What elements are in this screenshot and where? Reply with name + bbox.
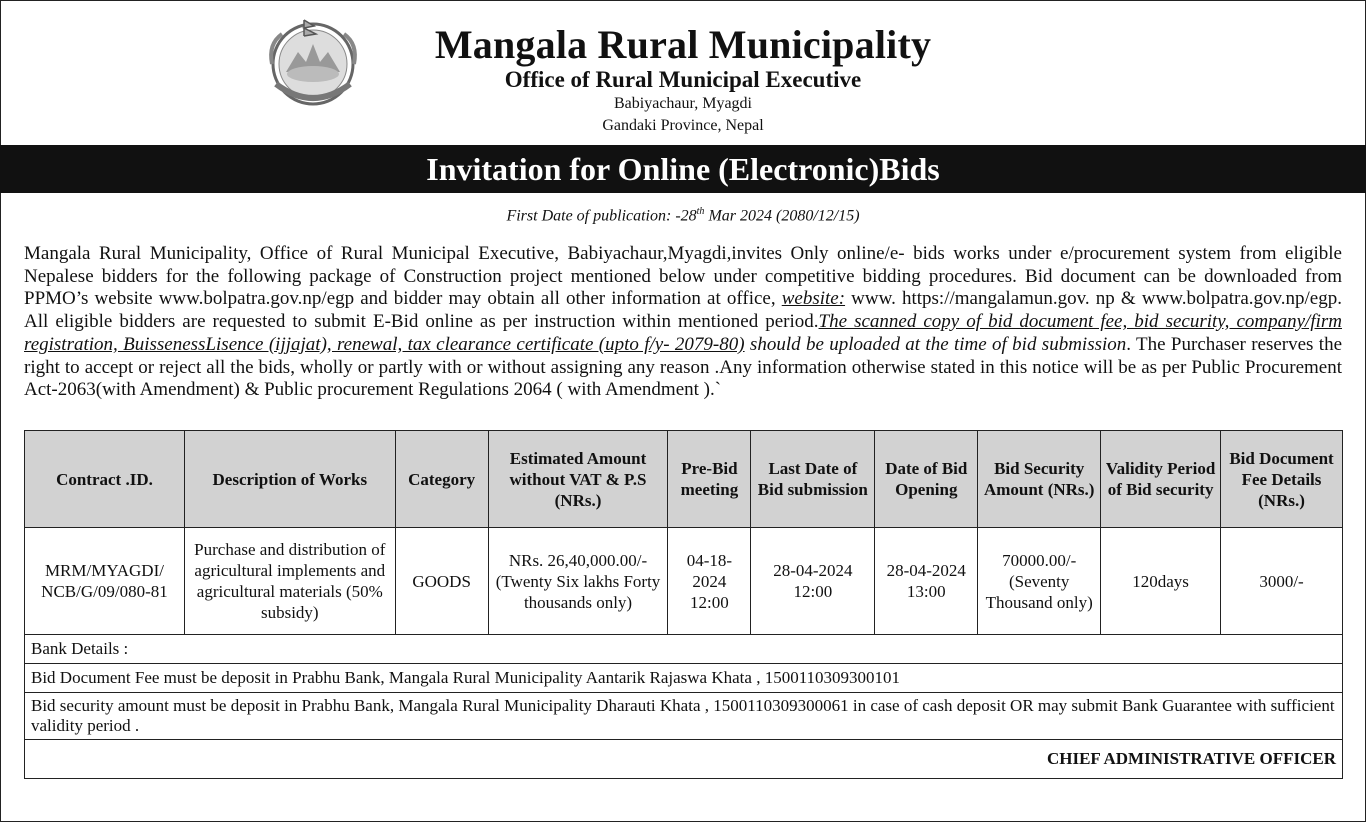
cell-opening-date: 28-04-2024 13:00 — [875, 528, 978, 635]
header-doc-fee: Bid Document Fee Details (NRs.) — [1221, 431, 1343, 528]
header — [0, 22, 1366, 137]
cell-pre-bid: 04-18-2024 12:00 — [668, 528, 751, 635]
header-contract-id: Contract .ID. — [25, 431, 185, 528]
body-part-1: Mangala Rural Municipality, Office of Rural Municipal Executive, Babiyachaur,Myagdi,invites Only online/e- bids works under e/procurement system from eligible Nepalese bidders for the following package of Construction project mentioned below under competitive bidding procedures. Bid document can be downloaded from PPMO’s website www.bolpatra.gov.np/egp and bidder may obtain all other information at office, — [24, 243, 1342, 310]
header-description: Description of Works — [184, 431, 395, 528]
cell-description: Purchase and distribution of agricultural implements and agricultural materials (50% subsidy) — [184, 528, 395, 635]
address-line-1: Babiyachaur, Myagdi — [614, 95, 752, 112]
bank-details-label: Bank Details : — [25, 635, 1343, 664]
cell-contract-id: MRM/MYAGDI/ NCB/G/09/080-81 — [25, 528, 185, 635]
header-last-date: Last Date of Bid submission — [751, 431, 875, 528]
header-opening-date: Date of Bid Opening — [875, 431, 978, 528]
bank-fee-info: Bid Document Fee must be deposit in Prabhu Bank, Mangala Rural Municipality Aantarik Rajaswa Khata , 1500110309300101 — [25, 664, 1343, 693]
office-subtitle: Office of Rural Municipal Executive — [504, 67, 862, 92]
signature-row — [25, 740, 1343, 779]
signature-title: CHIEF ADMINISTRATIVE OFFICER — [25, 740, 1343, 779]
upload-note: should be uploaded at the time of bid submission — [744, 333, 1127, 355]
address-line-2: Gandaki Province, Nepal — [602, 117, 764, 134]
cell-bid-security: 70000.00/- (Seventy Thousand only) — [978, 528, 1101, 635]
notice-body — [24, 243, 1342, 402]
cell-validity: 120days — [1101, 528, 1221, 635]
bank-fee-row — [25, 664, 1343, 693]
bid-table — [24, 430, 1343, 779]
website-label: website: — [781, 288, 846, 310]
cell-estimated-amount: NRs. 26,40,000.00/- (Twenty Six lakhs Forty thousands only) — [488, 528, 668, 635]
cell-last-date: 28-04-2024 12:00 — [751, 528, 875, 635]
required-documents-note: The scanned copy of bid document fee, bid security, company/firm registration, BuissenessLisence (ijjajat), renewal, tax clearance certificate (upto f/y- 2079-80) — [24, 311, 1342, 355]
header-pre-bid: Pre-Bid meeting — [668, 431, 751, 528]
header-category: Category — [395, 431, 488, 528]
publication-date: First Date of publication: -28th Mar 2024 (2080/12/15) — [506, 206, 860, 225]
bank-security-row — [25, 693, 1343, 740]
table-header-row — [25, 431, 1343, 528]
municipality-title: Mangala Rural Municipality — [434, 22, 932, 67]
header-bid-security: Bid Security Amount (NRs.) — [978, 431, 1101, 528]
table-row — [25, 528, 1343, 635]
cell-doc-fee: 3000/- — [1221, 528, 1343, 635]
header-estimated-amount: Estimated Amount without VAT & P.S (NRs.) — [488, 431, 668, 528]
header-validity: Validity Period of Bid security — [1101, 431, 1221, 528]
bank-details-row — [25, 635, 1343, 664]
body-part-2: www. https://mangalamun.gov. np & www.bolpatra.gov.np/egp. All eligible bidders are requested to submit E-Bid online as per instruction within mentioned period. — [24, 288, 1342, 333]
cell-category: GOODS — [395, 528, 488, 635]
body-part-3: . The Purchaser reserves the right to accept or reject all the bids, wholly or partly with or without assigning any reason .Any information otherwise stated in this notice will be as per Public Procurement Act-2063(with Amendment) & Public procurement Regulations 2064 ( with Amendment ).` — [24, 333, 1342, 401]
invitation-banner: Invitation for Online (Electronic)Bids — [0, 145, 1366, 193]
bank-security-info: Bid security amount must be deposit in Prabhu Bank, Mangala Rural Municipality Dharauti Khata , 1500110309300061 in case of cash deposit OR may submit Bank Guarantee with sufficient validity period . — [25, 693, 1343, 740]
